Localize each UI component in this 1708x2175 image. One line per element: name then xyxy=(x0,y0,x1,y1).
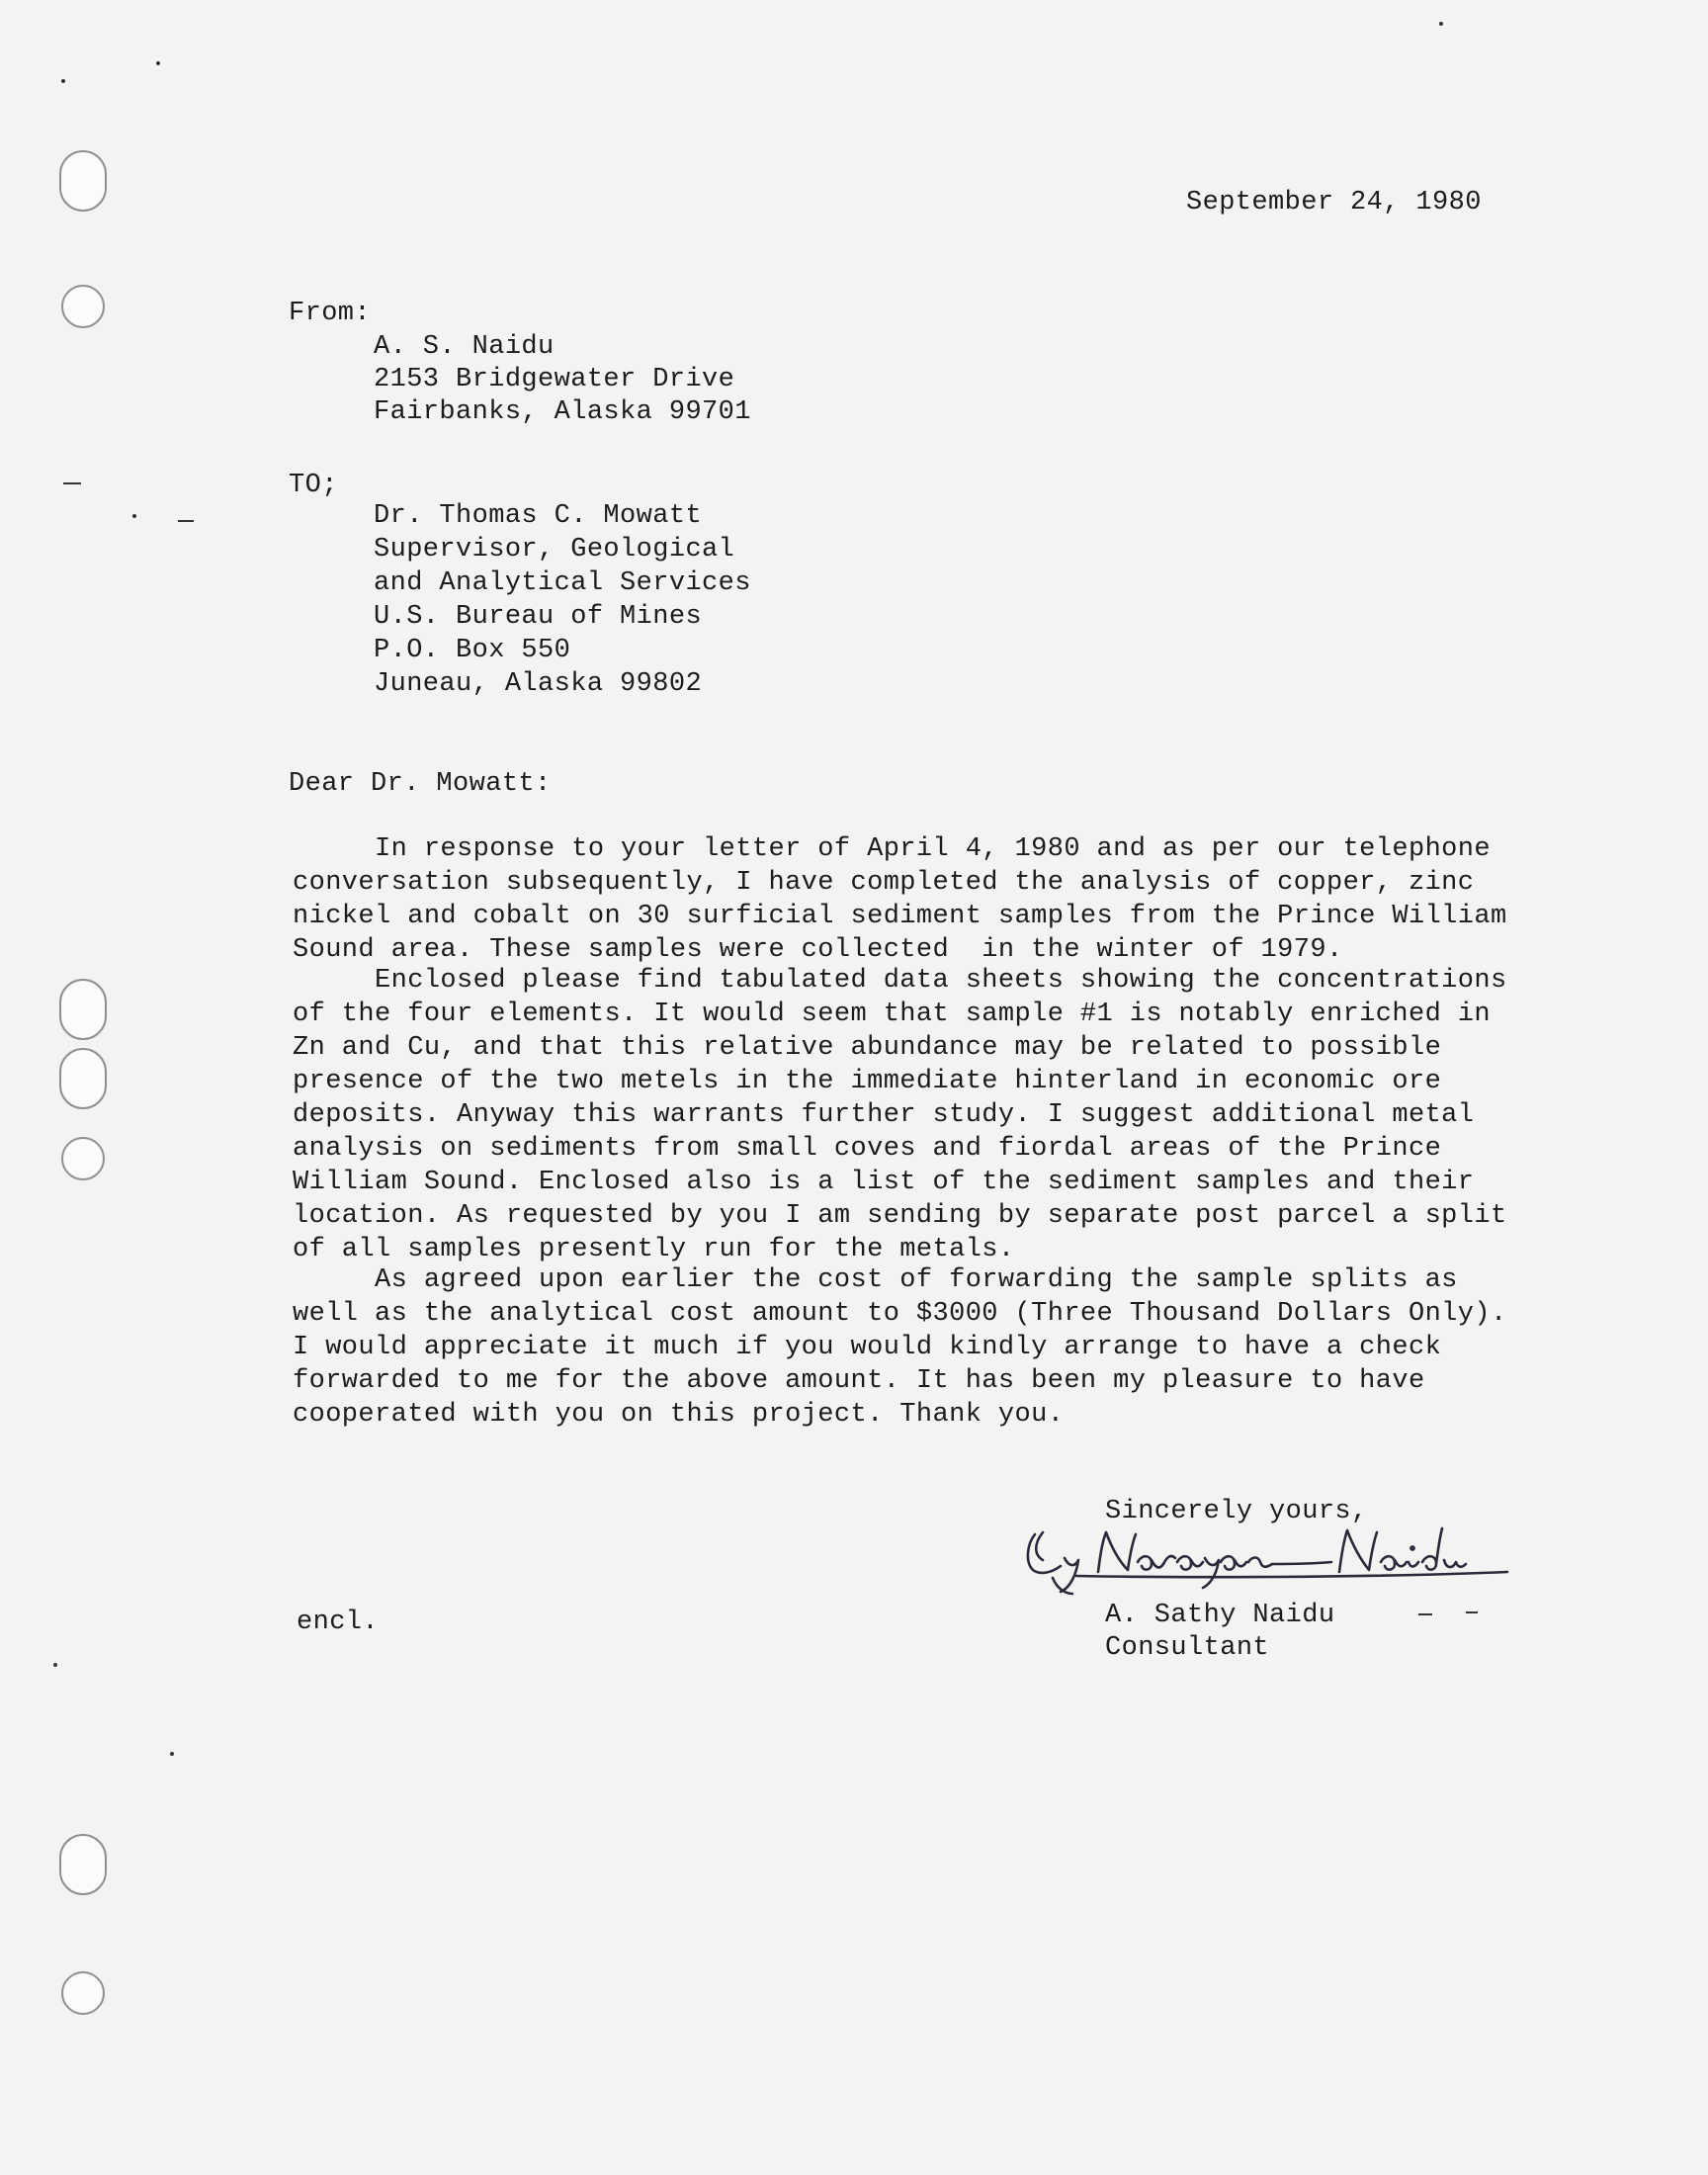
body-line: Enclosed please find tabulated data sheets showing the concentrations xyxy=(293,966,1507,996)
binder-hole xyxy=(61,1971,105,2015)
sender-name: A. S. Naidu xyxy=(374,332,555,362)
recipient-line: P.O. Box 550 xyxy=(374,636,571,665)
recipient-line: Supervisor, Geological xyxy=(374,535,735,565)
body-line: location. As requested by you I am sending by separate post parcel a split xyxy=(293,1201,1507,1231)
sender-street: 2153 Bridgewater Drive xyxy=(374,365,735,394)
binder-hole xyxy=(61,285,105,328)
to-label: TO; xyxy=(289,471,338,500)
body-line: of the four elements. It would seem that sample #1 is notably enriched in xyxy=(293,1000,1491,1029)
speck xyxy=(1418,1613,1432,1615)
signature xyxy=(1013,1513,1517,1602)
speck xyxy=(178,520,194,522)
speck xyxy=(63,482,81,484)
recipient-line: and Analytical Services xyxy=(374,568,751,598)
binder-hole xyxy=(59,150,107,212)
body-line: As agreed upon earlier the cost of forwarding the sample splits as xyxy=(293,1265,1458,1295)
speck xyxy=(132,514,136,518)
body-line: Zn and Cu, and that this relative abundance may be related to possible xyxy=(293,1033,1442,1063)
binder-hole xyxy=(61,1137,105,1180)
body-line: presence of the two metels in the immediate hinterland in economic ore xyxy=(293,1067,1442,1096)
enclosure-note: encl. xyxy=(297,1608,380,1637)
binder-hole xyxy=(59,979,107,1040)
body-line: conversation subsequently, I have completed the analysis of copper, zinc xyxy=(293,868,1475,898)
recipient-line: U.S. Bureau of Mines xyxy=(374,602,703,632)
speck xyxy=(170,1752,174,1756)
signer-name: A. Sathy Naidu xyxy=(1105,1601,1335,1630)
body-line: of all samples presently run for the metals. xyxy=(293,1235,1015,1264)
letter-date: September 24, 1980 xyxy=(1186,188,1482,218)
body-line: cooperated with you on this project. Thank you. xyxy=(293,1400,1065,1430)
body-line: William Sound. Enclosed also is a list of the sediment samples and their xyxy=(293,1168,1475,1197)
from-label: From: xyxy=(289,299,372,328)
body-line: forwarded to me for the above amount. It has been my pleasure to have xyxy=(293,1366,1425,1396)
body-line: In response to your letter of April 4, 1980 and as per our telephone xyxy=(293,834,1491,864)
body-line: well as the analytical cost amount to $3000 (Three Thousand Dollars Only). xyxy=(293,1299,1507,1329)
recipient-line: Juneau, Alaska 99802 xyxy=(374,669,703,699)
body-line: I would appreciate it much if you would kindly arrange to have a check xyxy=(293,1333,1442,1362)
speck xyxy=(53,1663,57,1667)
sender-city: Fairbanks, Alaska 99701 xyxy=(374,397,751,427)
body-line: deposits. Anyway this warrants further study. I suggest additional metal xyxy=(293,1100,1475,1130)
speck xyxy=(156,61,160,65)
binder-hole xyxy=(59,1834,107,1895)
recipient-line: Dr. Thomas C. Mowatt xyxy=(374,501,703,531)
signer-title: Consultant xyxy=(1105,1633,1270,1663)
salutation: Dear Dr. Mowatt: xyxy=(289,769,552,799)
body-line: Sound area. These samples were collected in the winter of 1979. xyxy=(293,935,1343,965)
body-line: nickel and cobalt on 30 surficial sediment samples from the Prince William xyxy=(293,902,1507,931)
speck xyxy=(1466,1611,1478,1613)
closing: Sincerely yours, xyxy=(1105,1497,1368,1526)
binder-hole xyxy=(59,1048,107,1109)
body-line: analysis on sediments from small coves and fiordal areas of the Prince xyxy=(293,1134,1442,1164)
speck xyxy=(61,79,65,83)
speck xyxy=(1439,22,1443,26)
